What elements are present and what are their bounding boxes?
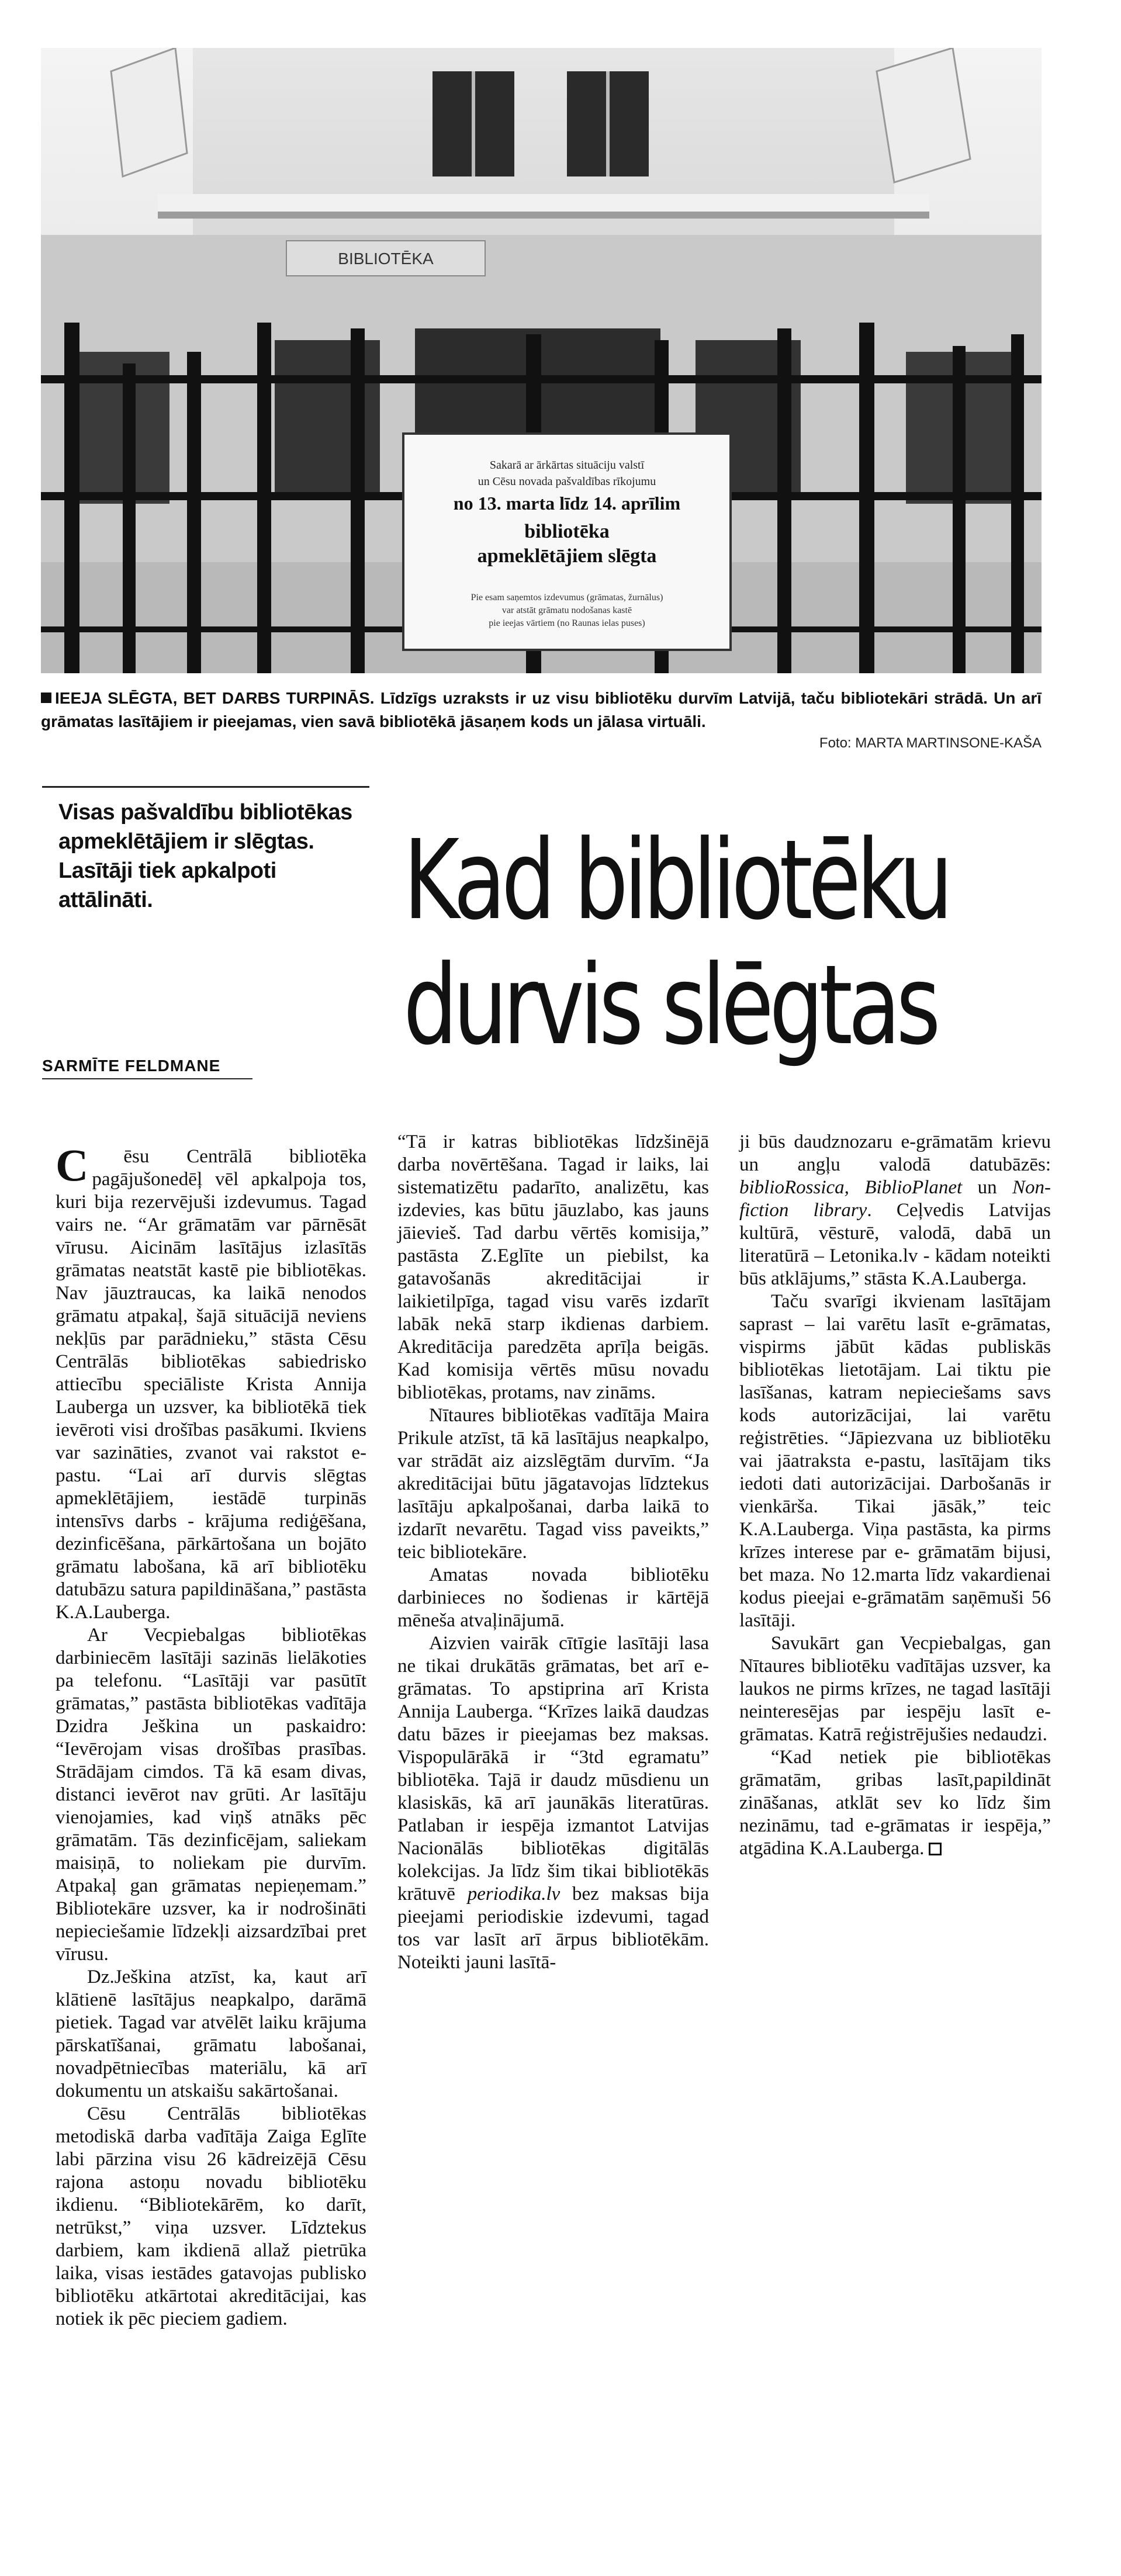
headline-line-2: durvis slēgtas	[403, 941, 936, 1069]
paragraph: Ar Vecpiebalgas bibliotēkas darbiniecēm lasītāji sazinās lielākoties pa telefonu. “Lasītāji var pasūtīt grāmatas,” pastāsta bibliotēkas vadītāja Dzidra Ješkina un paskaidro: “Ievērojam visas drošības prasības. Strādājam cimdos. Tā kā esam divas, distanci ievērot nav grūti. Ar lasītāju vienojamies, kad viņš atnāks pēc grāmatām. Tās dezinficējam, saliekam maisiņā, to noliekam pie durvīm. Atpakaļ gan grāmatas nepieņemam.” Bibliotekāre uzsver, ka ir nodrošināti nepieciešamie līdzekļi aizsardzībai pret vīrusu.	[56, 1625, 366, 1965]
database-names: biblioRossica, BiblioPlanet	[739, 1177, 963, 1198]
svg-text:apmeklētājiem slēgta: apmeklētājiem slēgta	[477, 545, 657, 567]
svg-text:no 13. marta līdz 14. aprīlim: no 13. marta līdz 14. aprīlim	[453, 493, 681, 514]
end-of-article-icon	[929, 1843, 942, 1855]
caption-lead: IEEJA SLĒGTA, BET DARBS TURPINĀS.	[55, 689, 375, 707]
svg-text:var atstāt grāmatu nodošanas k: var atstāt grāmatu nodošanas kastē	[501, 605, 632, 615]
paragraph: Dz.Ješkina atzīst, ka, kaut arī klātienē lasītājus neapkalpo, darāmā pietiek. Tagad var atvēlēt laiku krājuma pārskatīšanai, grāmatu labošanai, novadpētniecības materiālu, kā arī dokumentu un atskaišu sakārtošanai.	[56, 1966, 366, 2101]
paragraph: ji būs daudznozaru e-grāmatām krievu un angļu valodā datubāzēs: biblioRossica, BiblioPlanet un Non-fiction library. Ceļvedis Latvijas kultūrā, vēsturē, valodā, dabā un literatūrā – Letonika.lv - kādam noteikti būs atklājums,” stāsta K.A.Lauberga.	[739, 1131, 1051, 1289]
svg-text:Sakarā ar ārkārtas situāciju v: Sakarā ar ārkārtas situāciju valstī	[489, 459, 645, 472]
paragraph: Taču svarīgi ikvienam lasītājam saprast – lai varētu lasīt e-grāmatas, vispirms jābūt kādas publiskās bibliotēkas lietotājam. Lai tiktu pie lasīšanas, katram nepieciešams savs kods autorizācijai, lai varētu reģistrēties. “Jāpiezvana uz bibliotēku vai jāatraksta e-pastu, lasītājam tiks iedoti dati autorizācijai. Darbošanās ir vienkārša. Tikai jāsāk,” teic K.A.Lauberga. Viņa pastāsta, ka pirms krīzes interese par e- grāmatām bijusi, bet maza. No 12.marta līdz vakardienai kodus pieejai e-grāmatām saņēmuši 56 lasītāji.	[739, 1291, 1051, 1631]
paragraph: Aizvien vairāk cītīgie lasītāji lasa ne tikai drukātās grāmatas, bet arī e-grāmatas. To apstiprina arī Krista Annija Lauberga. “Krīzes laikā daudzas datu bāzes ir pieejamas bez maksas. Vispopulārākā ir “3td egramatu” bibliotēka. Tajā ir daudz mūsdienu un klasiskās, kā arī jaunākās literatūras. Patlaban ir iespēja izmantot Latvijas Nacionālās bibliotēkas digitālās kolekcijas. Ja līdz šim tikai bibliotēkās krātuvē periodika.lv bez maksas bija pieejami periodiskie izdevumi, tagad tos var lasīt arī ārpus bibliotēkām. Noteikti jauni lasītā-	[397, 1633, 709, 1973]
paragraph: Nītaures bibliotēkas vadītāja Maira Prikule atzīst, tā kā lasītājus neapkalpo, var strādāt aiz aizslēgtām durvīm. “Ja akreditācijai būtu jāgatavojas līdztekus lasītāju apkalpošanai, darba laikā to izdarīt nevarētu. Tagad viss paveikts,” teic bibliotekāre.	[397, 1405, 709, 1563]
closed-notice-sheet	[403, 434, 731, 650]
paragraph: Cēsu Centrālās bibliotēkas metodiskā darba vadītāja Zaiga Eglīte labi pārzina visu 26 kādreizējā Cēsu rajona astoņu novadu bibliotēku ikdienu. “Bibliotekārēm, ko darīt, netrūkst,” viņa uzsver. Līdztekus darbiem, kam ikdienā allaž pietrūka laika, visas iestādes gatavojas publisko bibliotēku atkārtotai akreditācijai, kas notiek ik pēc pieciem gadiem.	[56, 2103, 366, 2329]
photo-credit: Foto: MARTA MARTINSONE-KAŠA	[819, 735, 1042, 751]
photo-caption	[41, 687, 1042, 733]
article-lead: Visas pašvaldību bibliotēkas apmeklētājiem ir slēgtas. Lasītāji tiek apkalpoti attālināti.	[58, 800, 352, 912]
database-name-nonfiction: Non-fiction library	[739, 1177, 1051, 1221]
paragraph: C ēsu Centrālā bibliotēka pagājušonedēļ vēl apkalpoja tos, kuri bija rezervējuši izdevumus. Tagad vairs ne. “Ar grāmatām var pārnēsāt vīrusu. Aicinām lasītājus izlasītās grāmatas neatstāt kastē pie bibliotēkas. Nav jāuztraucas, ka laikā nenodos grāmatu atpakaļ, šajā situācijā neviens nekļūs par parādnieku,” stāsta Cēsu Centrālās bibliotēkas sabiedrisko attiecību speciāliste Krista Annija Lauberga un uzsver, ka bibliotēkā tiek ievēroti visi drošības pasākumi. Ikviens var sazināties, zvanot vai rakstot e-pastu. “Lai arī durvis slēgtas apmeklētājiem, iestādē turpinās intensīvs darbs - krājuma rediģēšana, dezinficēšana, pārkārtošana un bojāto grāmatu labošana, kā arī bibliotēku datubāzu satura papildināšana,” pastāsta K.A.Lauberga.	[56, 1145, 366, 1624]
caption-bullet-icon	[41, 693, 51, 703]
svg-text:pie ieejas vārtiem (no Raunas: pie ieejas vārtiem (no Raunas ielas puses)	[489, 618, 645, 628]
svg-text:un Cēsu novada pašvaldības rīk: un Cēsu novada pašvaldības rīkojumu	[478, 475, 656, 488]
headline-line-1: Kad bibliotēku	[403, 816, 949, 944]
article-byline: SARMĪTE FELDMANE	[42, 1057, 221, 1075]
paragraph: Amatas novada bibliotēku darbinieces no šodienas ir kārtējā mēneša atvaļinājumā.	[397, 1564, 709, 1631]
svg-text:Pie esam saņemtos izdevumus (g: Pie esam saņemtos izdevumus (grāmatas, žurnālus)	[470, 593, 663, 603]
article-headline	[403, 816, 949, 1069]
article-column-2	[397, 1131, 709, 1974]
library-entrance-photo	[41, 48, 1042, 673]
building-sign: BIBLIOTĒKA	[338, 250, 434, 268]
article-column-1	[56, 1140, 366, 2331]
byline-rule	[42, 1078, 252, 1079]
article-column-3	[739, 1131, 1051, 1860]
article-photo	[41, 48, 1042, 673]
caption-text: Līdzīgs uzraksts ir uz visu bibliotēku durvīm Latvijā, taču bibliotekāri strādā. Un arī grāmatas lasītājiem ir pieejamas, vien savā bibliotēkā jāsaņem kods un jālasa virtuāli.	[41, 689, 1042, 730]
paragraph: “Tā ir katras bibliotēkas līdzšinējā darba novērtēšana. Tagad ir laiks, lai sistematizētu padarīto, analizētu, kas izdevies, kas būtu jāuzlabo, kas jauns jāievieš. Tad darbu vērtēs komisija,” pastāsta Z.Eglīte un piebilst, ka gatavošanās akreditācijai ir laikietilpīga, tagad visu varēs izdarīt labāk nekā starp ikdienas darbiem. Akreditācija paredzēta aprīļa beigās. Kad komisija vērtēs mūsu novadu bibliotēkas, protams, nav zināms.	[397, 1131, 709, 1403]
paragraph: “Kad netiek pie bibliotēkas grāmatām, gribas lasīt,papildināt zināšanas, atklāt sev ko līdz šim nezināmu, tad e-grāmatas ir iespēja,” atgādina K.A.Lauberga.	[739, 1747, 1051, 1859]
drop-cap: C	[56, 1140, 89, 1190]
paragraph: Savukārt gan Vecpiebalgas, gan Nītaures bibliotēku vadītājas uzsver, ka laukos ne pirms krīzes, ne tagad lasītāji neinteresējas par iespēju lasīt e-grāmatas. Katrā reģistrējušies nedaudzi.	[739, 1633, 1051, 1745]
svg-text:bibliotēka: bibliotēka	[524, 521, 610, 542]
lead-top-rule	[42, 786, 369, 788]
periodika-link-text: periodika.lv	[467, 1883, 560, 1905]
